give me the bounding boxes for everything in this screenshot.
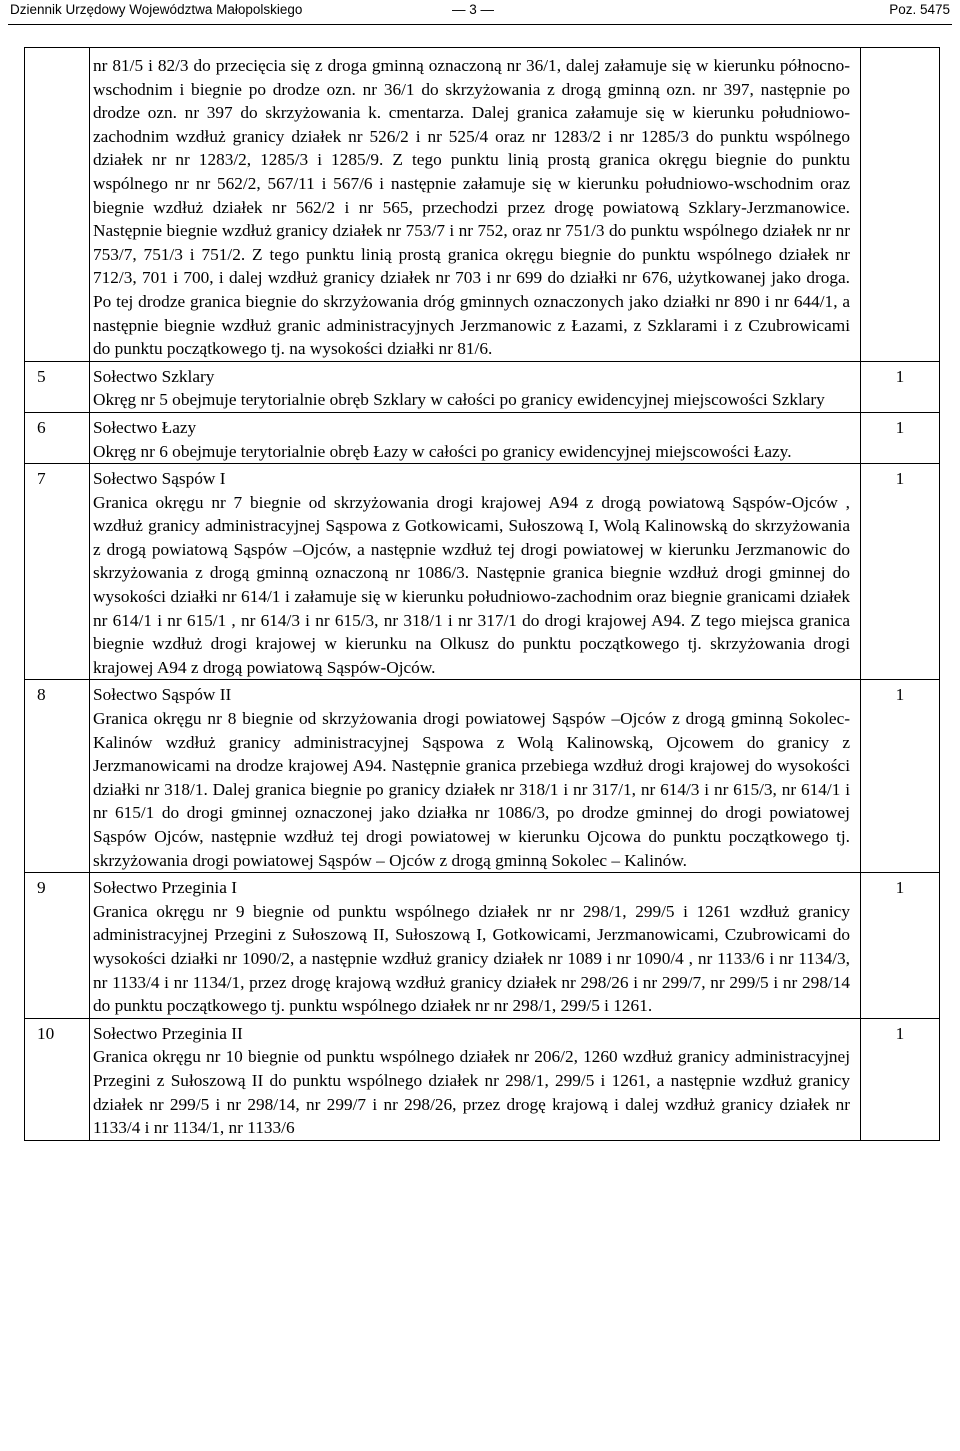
row-number-cell	[25, 680, 90, 873]
table-row	[25, 412, 940, 463]
row-text-cell	[90, 873, 861, 1019]
seat-count: 1	[895, 685, 905, 705]
table-row	[25, 680, 940, 873]
row-text-cell	[90, 361, 861, 412]
row-number-cell	[25, 412, 90, 463]
district-description: Granica okręgu nr 9 biegnie od punktu wspólnego działek nr nr 298/1, 299/5 i 1261 wzdłuż granicy administracyjnej Przegini z Sułoszową II, Sułoszową I, Gotkowicami, Jerzmanowicami, Czubrowicami do wysokości działki nr 1090/2, a następnie wzdłuż granicy działek nr 1089 i nr 1090/4 , nr 1133/6 i nr 1134/3, nr 1133/4 i nr 1134/1, przez drogę krajową wzdłuż granicy działek nr 298/26 i nr 299/7, nr 299/5 i nr 298/14 do punktu początkowego tj. punktu wspólnego działek nr nr 298/1, 299/5 i 1261.	[93, 901, 850, 1016]
row-number-cell	[25, 464, 90, 680]
row-text-cell	[90, 412, 861, 463]
district-title: Sołectwo Przeginia I	[93, 878, 237, 898]
row-count-cell	[861, 1018, 940, 1140]
district-title: Sołectwo Przeginia II	[93, 1023, 243, 1043]
district-description: Okręg nr 5 obejmuje terytorialnie obręb Szklary w całości po granicy ewidencyjnej miejscowości Szklary	[93, 390, 825, 410]
row-text-cell	[90, 680, 861, 873]
row-number: 7	[37, 469, 46, 489]
district-description: Granica okręgu nr 7 biegnie od skrzyżowania drogi krajowej A94 z drogą powiatową Sąspów-Ojców , wzdłuż granicy administracyjnej Sąspowa z Gotkowicami, Sułoszową I, Wolą Kalinowską do skrzyżowania z drogą powiatową Sąspów –Ojców, a następnie wzdłuż tej drogi powiatowej w kierunku Jerzmanowic do skrzyżowania z drogą gminną oznaczoną nr 1086/3. Następnie granica biegnie wzdłuż drogi gminnej do wysokości działki nr 614/1 i załamuje się w kierunku południowo-zachodnim oraz biegnie granicami działek nr 614/1 i nr 615/1 , nr 614/3 i nr 615/3, nr 318/1 i nr 317/1 do drogi krajowej A94. Z tego miejsca granica biegnie wzdłuż drogi krajowej w kierunku na Olkusz do punktu początkowego tj. skrzyżowania drogi krajowej A94 z drogą powiatową Sąspów-Ojców.	[93, 492, 850, 677]
row-count-cell	[861, 464, 940, 680]
row-number: 8	[37, 685, 46, 705]
district-title: Sołectwo Szklary	[93, 366, 215, 386]
row-count-cell	[861, 680, 940, 873]
district-description: Granica okręgu nr 10 biegnie od punktu wspólnego działek nr 206/2, 1260 wzdłuż granicy administracyjnej Przegini z Sułoszową II do punktu wspólnego działek nr 298/1, 299/5 i 1261, a następnie wzdłuż granicy działek nr 299/5 i nr 298/14, nr 299/7 i nr 298/26, przez drogę krajową i dalej wzdłuż granicy działek nr 1133/4 i nr 1134/1, nr 1133/6	[93, 1047, 850, 1138]
row-text-cell	[90, 1018, 861, 1140]
page-header	[10, 0, 950, 20]
row-count-cell	[861, 873, 940, 1019]
row-number: 10	[37, 1023, 55, 1043]
district-description: Granica okręgu nr 8 biegnie od skrzyżowania drogi powiatowej Sąspów –Ojców z drogą gminną Sokolec- Kalinów wzdłuż granicy administracyjnej Sąspowa z Wolą Kalinowską, Ojcowem do granicy z Jerzmanowicami na drodze krajowej A94. Następnie granica przebiega wzdłuż drogi krajowej do wysokości działki nr 318/1. Dalej granica biegnie po granicy działek nr 318/1 i nr 317/1, nr 614/3 i nr 615/3, nr 614/1 i nr 615/1 do drogi gminnej oznaczonej jako działka nr 1086/3, po drodze gminnej do drogi powiatowej Sąspów Ojców, następnie wzdłuż tej drogi powiatowej w kierunku Ojcowa do punktu początkowego tj. skrzyżowania drogi powiatowej Sąspów – Ojców z drogą gminną Sokolec – Kalinów.	[93, 709, 850, 870]
journal-title: Dziennik Urzędowy Województwa Małopolskiego	[10, 2, 303, 17]
row-count-cell	[861, 361, 940, 412]
seat-count: 1	[895, 878, 905, 898]
row-number-cell	[25, 361, 90, 412]
table-row	[25, 361, 940, 412]
seat-count: 1	[895, 366, 905, 386]
page-number: — 3 —	[452, 2, 495, 17]
row-count-cell	[861, 48, 940, 362]
seat-count: 1	[895, 417, 905, 437]
row-number-cell	[25, 48, 90, 362]
position-number: Poz. 5475	[889, 2, 950, 17]
row-number: 5	[37, 366, 46, 386]
row-text-cell	[90, 48, 861, 362]
table-row	[25, 48, 940, 362]
row-number: 6	[37, 417, 46, 437]
row-number: 9	[37, 878, 46, 898]
table-row	[25, 873, 940, 1019]
district-title: Sołectwo Sąspów II	[93, 685, 232, 705]
seat-count: 1	[895, 1023, 905, 1043]
continuation-text: nr 81/5 i 82/3 do przecięcia się z droga gminną oznaczoną nr 36/1, dalej załamuje się w kierunku północno-wschodnim i biegnie po drodze ozn. nr 36/1 do skrzyżowania z drogą gminną ozn. nr 397, następnie po drodze ozn. nr 397 do skrzyżowania k. cmentarza. Dalej granica załamuje się w kierunku południowo-zachodnim wzdłuż granicy działek nr 526/2 i nr 525/4 oraz nr 1283/2 i nr 1285/3 do punktu wspólnego działek nr nr 1283/2, 1285/3 i 1285/9. Z tego punktu linią prostą granica okręgu biegnie do punktu wspólnego nr nr 562/2, 567/11 i 567/6 i następnie załamuje się w kierunku południowo-wschodnim oraz biegnie wzdłuż działek nr 562/2 i nr 565, przechodzi przez drogę powiatową Szklary-Jerzmanowice. Następnie biegnie wzdłuż granicy działek nr 753/7 i nr 752, oraz nr 751/3 do punktu wspólnego działek nr nr 753/7, 751/3 i 751/2. Z tego punktu linią prostą granica okręgu biegnie do punktu wspólnego działek nr 712/3, 701 i 700, i dalej wzdłuż granicy działek nr 703 i nr 699 do działki nr 676, użytkowanej jako droga. Po tej drodze granica biegnie do skrzyżowania dróg gminnych oznaczonych jako działki nr 890 i nr 644/1, a następnie biegnie wzdłuż granic administracyjnych Jerzmanowic z Łazami, z Szklarami i z Czubrowicami do punktu początkowego tj. na wysokości działki nr 81/6.	[93, 56, 850, 359]
district-description: Okręg nr 6 obejmuje terytorialnie obręb Łazy w całości po granicy ewidencyjnej miejscowości Łazy.	[93, 441, 792, 461]
table-row	[25, 464, 940, 680]
header-rule	[8, 24, 952, 25]
table-row	[25, 1018, 940, 1140]
row-count-cell	[861, 412, 940, 463]
row-text-cell	[90, 464, 861, 680]
district-title: Sołectwo Łazy	[93, 417, 197, 437]
seat-count: 1	[895, 469, 905, 489]
districts-table	[24, 47, 940, 1141]
district-title: Sołectwo Sąspów I	[93, 469, 226, 489]
row-number-cell	[25, 1018, 90, 1140]
row-number-cell	[25, 873, 90, 1019]
